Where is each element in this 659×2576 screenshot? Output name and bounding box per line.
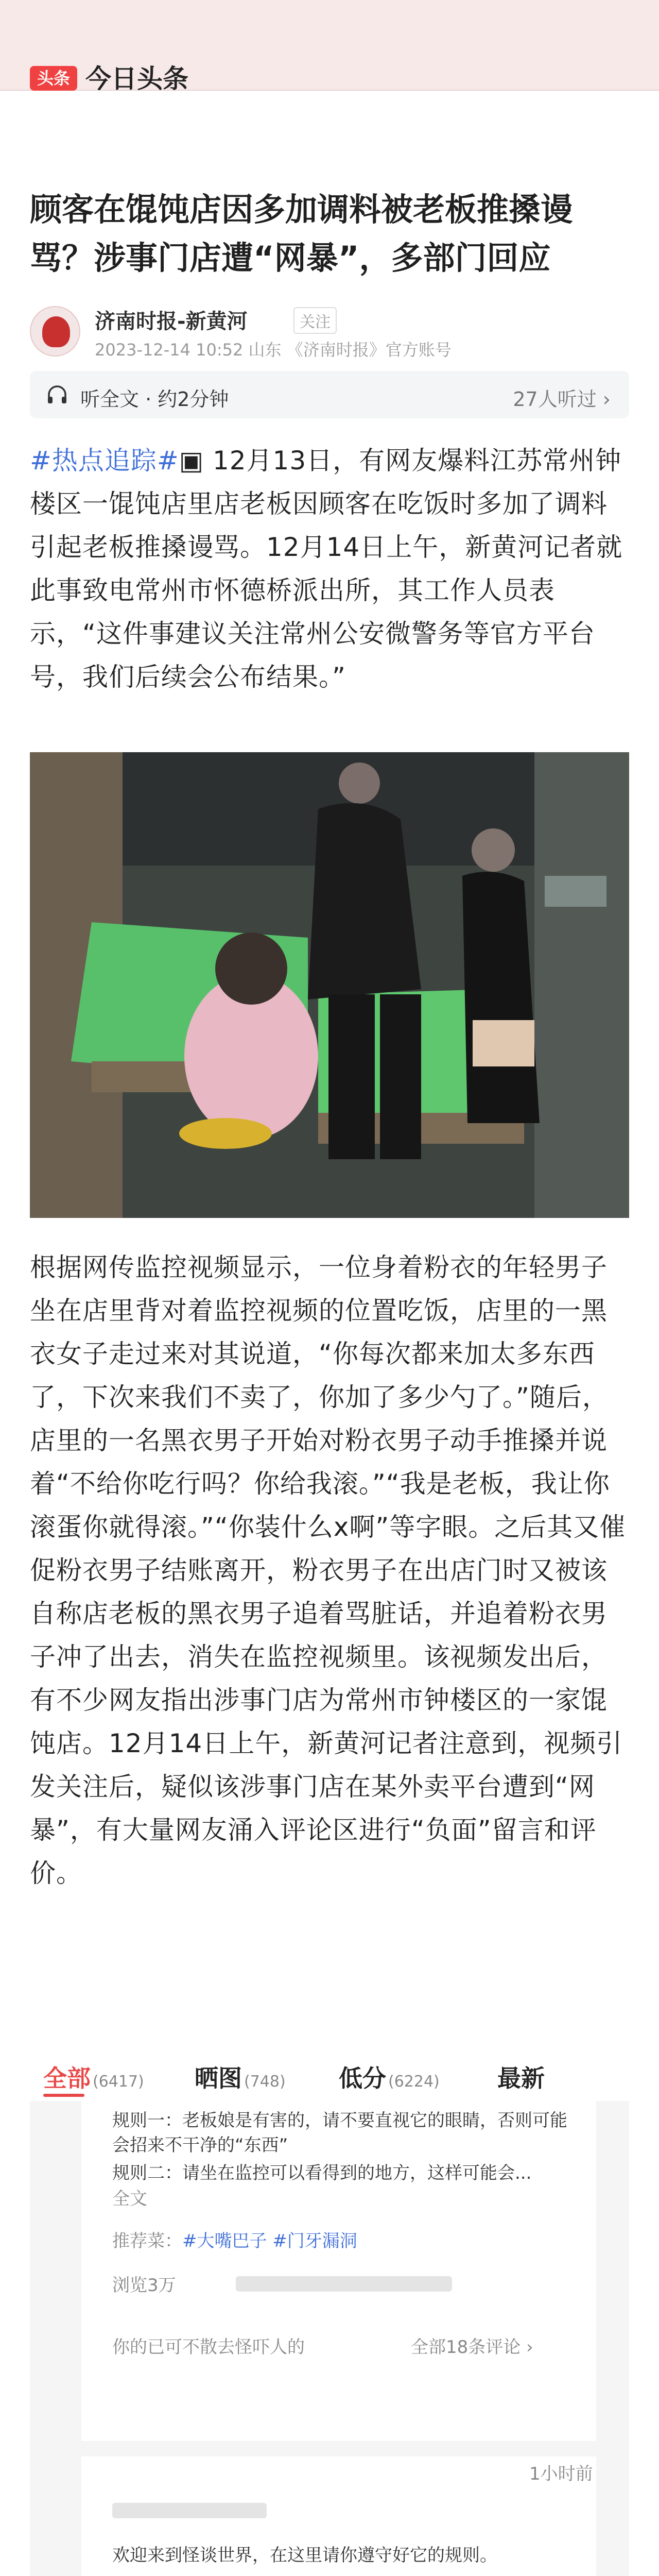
expand-link[interactable]: 全文 (112, 2189, 147, 2209)
blurred-text (236, 2276, 452, 2292)
dish-tags: 推荐菜：#大嘴巴子 #门牙漏洞 (112, 2231, 357, 2251)
app-header (0, 0, 659, 94)
author-row (30, 304, 632, 366)
review-screenshot (30, 2044, 629, 2576)
tab-photos[interactable]: 晒图 (748) (195, 2064, 286, 2092)
review-card-1 (81, 2101, 596, 2441)
follow-button[interactable]: 关注 (293, 307, 337, 334)
tab-latest[interactable]: 最新 (497, 2064, 545, 2092)
surveillance-scene (30, 752, 629, 1218)
tab-low-score[interactable]: 低分 (6224) (339, 2064, 440, 2092)
review-rule-2: 规则二：请坐在监控可以看得到的地方，这样可能会... (112, 2163, 532, 2183)
view-count: 浏览3万 (112, 2275, 176, 2296)
listen-count[interactable]: 27人听过 › (513, 388, 611, 411)
tab-all[interactable]: 全部 (6417) (43, 2064, 144, 2092)
surveillance-photo[interactable] (30, 752, 629, 1218)
review-card-2 (81, 2456, 596, 2576)
blurred-user (112, 2503, 267, 2518)
hashtag-link[interactable]: #热点追踪# (30, 446, 179, 476)
listen-bar[interactable] (30, 371, 629, 418)
tab-underline (43, 2094, 84, 2097)
article-meta: 2023-12-14 10:52 山东 《济南时报》官方账号 (95, 340, 452, 360)
review-intro: 欢迎来到怪谈世界，在这里请你遵守好它的规则。 (112, 2545, 497, 2566)
all-replies-link[interactable]: 全部18条评论 › (411, 2337, 533, 2358)
review-rule-1: 规则一：老板娘是有害的，请不要直视它的眼睛，否则可能会招来不干净的“东西” (112, 2110, 567, 2156)
app-name: 今日头条 (85, 64, 188, 94)
avatar[interactable] (30, 306, 80, 357)
toutiao-logo[interactable]: 头条 (30, 66, 77, 91)
listen-label: 听全文 · 约2分钟 (80, 388, 229, 411)
headphone-icon (46, 384, 68, 405)
reply-notice: 你的已可不散去怪吓人的 (112, 2337, 305, 2358)
publisher-logo-icon (42, 316, 70, 347)
image-flag-icon: ▣ (179, 446, 213, 476)
author-name[interactable]: 济南时报-新黄河 (95, 310, 248, 333)
paragraph-1 (30, 439, 629, 699)
article-title: 顾客在馄饨店因多加调料被老板推搡谩骂？涉事门店遭“网暴”，多部门回应 (30, 191, 573, 277)
review-time: 1小时前 (529, 2464, 593, 2484)
paragraph-1-text: 12月13日，有网友爆料江苏常州钟楼区一馄饨店里店老板因顾客在吃饭时多加了调料引起老板推搡谩骂。12月14日上午，新黄河记者就此事致电常州市怀德桥派出所，其工作人员表示，“这件事建议关注常州公安微警务等官方平台号，我们后续会公布结果。” (30, 446, 623, 692)
review-tabs (30, 2044, 629, 2101)
paragraph-2: 根据网传监控视频显示，一位身着粉衣的年轻男子坐在店里背对着监控视频的位置吃饭，店里的一黑衣女子走过来对其说道，“你每次都来加太多东西了，下次来我们不卖了，你加了多少勺了。”随后，店里的一名黑衣男子开始对粉衣男子动手推搡并说着“不给你吃行吗？你给我滚。”“我是老板，我让你滚蛋你就得滚。”“你装什么x啊”等字眼。之后其又催促粉衣男子结账离开，粉衣男子在出店门时又被该自称店老板的黑衣男子追着骂脏话，并追着粉衣男子冲了出去，消失在监控视频里。该视频发出后，有不少网友指出涉事门店为常州市钟楼区的一家馄饨店。12月14日上午，新黄河记者注意到，视频引发关注后，疑似该涉事门店在某外卖平台遭到“网暴”，有大量网友涌入评论区进行“负面”留言和评价。 (30, 1252, 626, 1888)
